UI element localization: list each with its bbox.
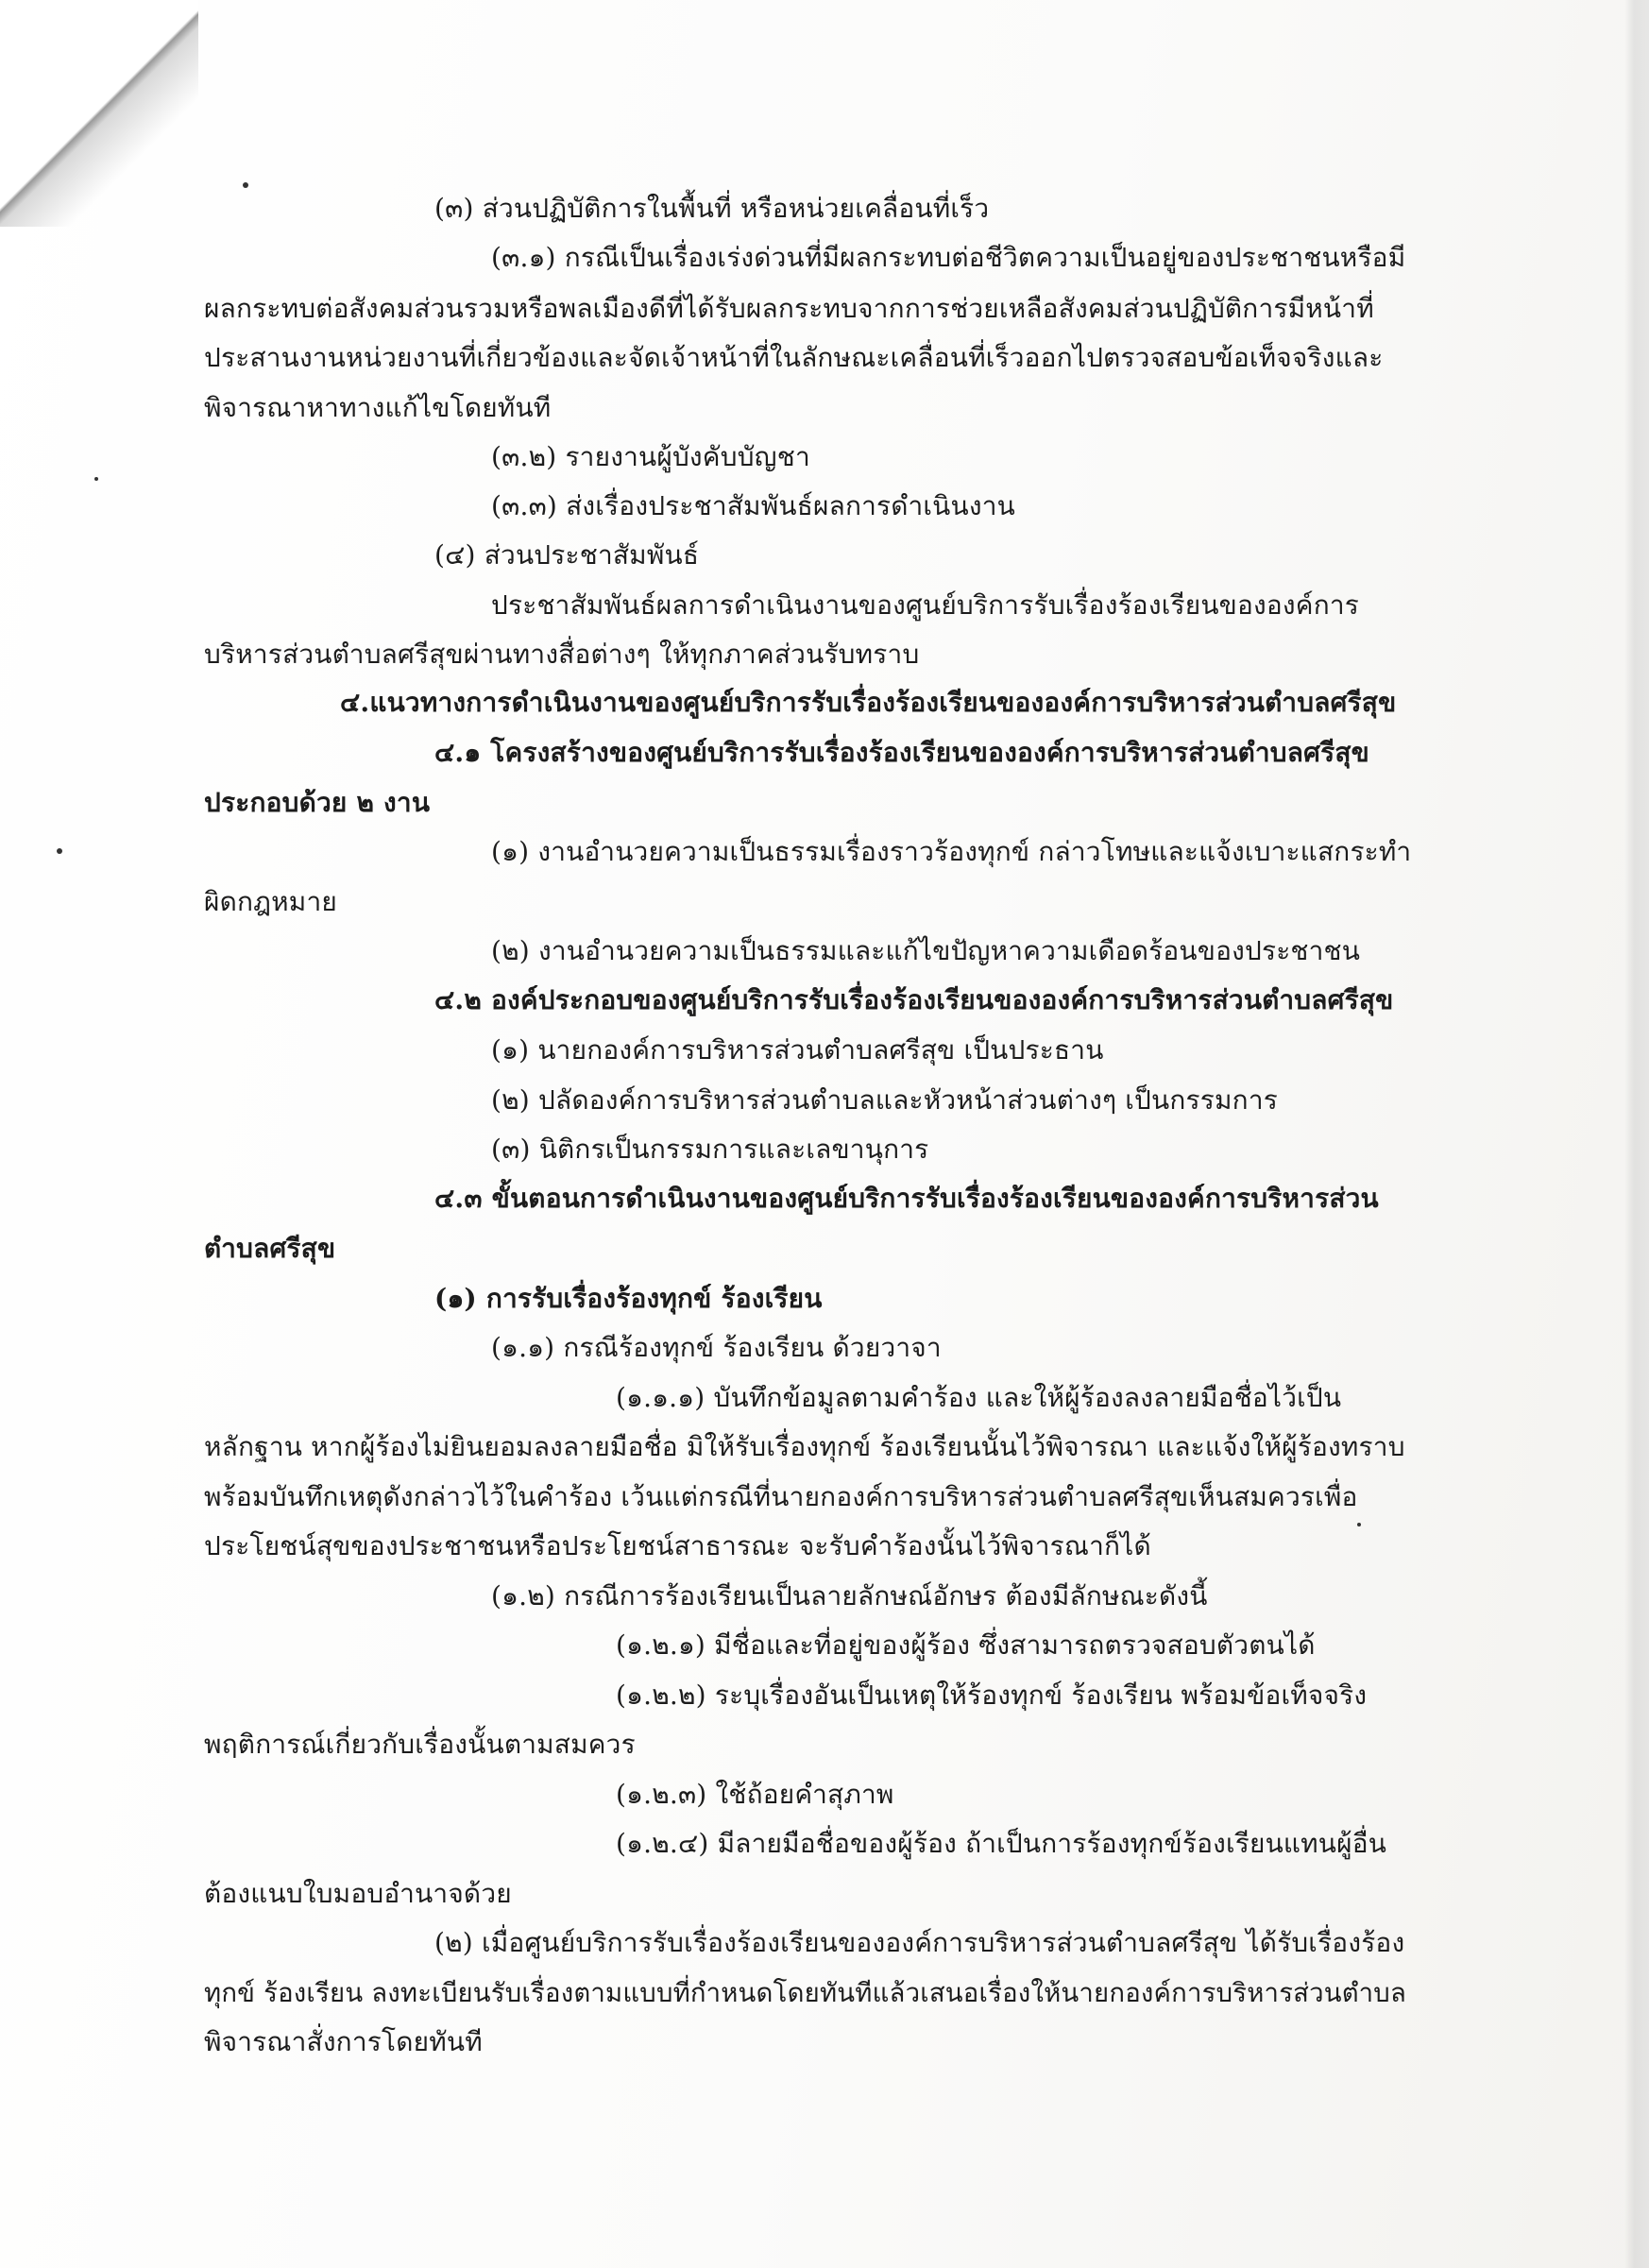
folded-corner <box>0 0 198 227</box>
item-3-1-line-1: (๓.๑) กรณีเป็นเรื่องเร่งด่วนที่มีผลกระทบต่อชีวิตความเป็นอยู่ของประชาชนหรือมี <box>491 242 1406 273</box>
item-1-2: (๑.๒) กรณีการร้องเรียนเป็นลายลักษณ์อักษร ต้องมีลักษณะดังนี้ <box>491 1580 1208 1611</box>
item-1-1-1-line-2: หลักฐาน หากผู้ร้องไม่ยินยอมลงลายมือชื่อ มิให้รับเรื่องทุกข์ ร้องเรียนนั้นไว้พิจารณา และแจ้งให้ผู้ร้องทราบ <box>204 1431 1405 1462</box>
guideline-heading: ๔.แนวทางการดำเนินงานของศูนย์บริการรับเรื่องร้องเรียนขององค์การบริหารส่วนตำบลศรีสุข <box>340 687 1397 718</box>
section-3-heading: (๓) ส่วนปฏิบัติการในพื้นที่ หรือหน่วยเคลื่อนที่เร็ว <box>434 193 990 224</box>
item-1-2-2-line-2: พฤติการณ์เกี่ยวกับเรื่องนั้นตามสมควร <box>204 1729 636 1760</box>
item-1-2-1: (๑.๒.๑) มีชื่อและที่อยู่ของผู้ร้อง ซึ่งสามารถตรวจสอบตัวตนได้ <box>616 1629 1316 1661</box>
item-3-1-line-3: ประสานงานหน่วยงานที่เกี่ยวข้องและจัดเจ้าหน้าที่ในลักษณะเคลื่อนที่เร็วออกไปตรวจสอบข้อเท็จจริงและ <box>204 342 1384 373</box>
item-4-2-2: (๒) ปลัดองค์การบริหารส่วนตำบลและหัวหน้าส่วนต่างๆ เป็นกรรมการ <box>491 1084 1278 1116</box>
heading-4-2: ๔.๒ องค์ประกอบของศูนย์บริการรับเรื่องร้องเรียนขององค์การบริหารส่วนตำบลศรีสุข <box>434 984 1394 1015</box>
item-1-1-1-line-4: ประโยชน์สุขของประชาชนหรือประโยชน์สาธารณะ จะรับคำร้องนั้นไว้พิจารณาก็ได้ <box>204 1530 1151 1561</box>
page-edge-shadow <box>1624 0 1649 2268</box>
item-4-1-1-line-2: ผิดกฎหมาย <box>204 886 337 917</box>
section-4-heading: (๔) ส่วนประชาสัมพันธ์ <box>434 539 700 571</box>
heading-4-3-line-1: ๔.๓ ขั้นตอนการดำเนินงานของศูนย์บริการรับเรื่องร้องเรียนขององค์การบริหารส่วน <box>434 1183 1379 1214</box>
step-2-line-2: ทุกข์ ร้องเรียน ลงทะเบียนรับเรื่องตามแบบที่กำหนดโดยทันทีแล้วเสนอเรื่องให้นายกองค์การบริหารส่วนตำบล <box>204 1978 1407 2008</box>
item-4-1-2: (๒) งานอำนวยความเป็นธรรมและแก้ไขปัญหาความเดือดร้อนของประชาชน <box>491 935 1361 966</box>
item-3-1-line-4: พิจารณาหาทางแก้ไขโดยทันที <box>204 392 552 423</box>
heading-4-1-line-1: ๔.๑ โครงสร้างของศูนย์บริการรับเรื่องร้องเรียนขององค์การบริหารส่วนตำบลศรีสุข <box>434 737 1369 768</box>
item-4-2-1: (๑) นายกองค์การบริหารส่วนตำบลศรีสุข เป็นประธาน <box>491 1034 1104 1066</box>
item-3-2: (๓.๒) รายงานผู้บังคับบัญชา <box>491 441 810 472</box>
step-2-line-1: (๒) เมื่อศูนย์บริการรับเรื่องร้องเรียนขององค์การบริหารส่วนตำบลศรีสุข ได้รับเรื่องร้อง <box>434 1927 1405 1958</box>
item-4-1-1-line-1: (๑) งานอำนวยความเป็นธรรมเรื่องราวร้องทุกข์ กล่าวโทษและแจ้งเบาะแสกระทำ <box>491 836 1412 867</box>
item-1-2-3: (๑.๒.๓) ใช้ถ้อยคำสุภาพ <box>616 1779 894 1810</box>
heading-4-1-line-2: ประกอบด้วย ๒ งาน <box>204 787 431 818</box>
item-1-2-2-line-1: (๑.๒.๒) ระบุเรื่องอันเป็นเหตุให้ร้องทุกข์ ร้องเรียน พร้อมข้อเท็จจริง <box>616 1680 1368 1711</box>
scan-speck <box>1357 1523 1361 1526</box>
heading-4-3-line-2: ตำบลศรีสุข <box>204 1233 336 1264</box>
item-4-2-3: (๓) นิติกรเป็นกรรมการและเลขานุการ <box>491 1134 929 1165</box>
item-1-2-4-line-1: (๑.๒.๔) มีลายมือชื่อของผู้ร้อง ถ้าเป็นการร้องทุกข์ร้องเรียนแทนผู้อื่น <box>616 1828 1387 1859</box>
item-1-1: (๑.๑) กรณีร้องทุกข์ ร้องเรียน ด้วยวาจา <box>491 1332 942 1363</box>
item-1-2-4-line-2: ต้องแนบใบมอบอำนาจด้วย <box>204 1878 512 1909</box>
item-3-3: (๓.๓) ส่งเรื่องประชาสัมพันธ์ผลการดำเนินงาน <box>491 490 1015 521</box>
item-1-1-1-line-1: (๑.๑.๑) บันทึกข้อมูลตามคำร้อง และให้ผู้ร้องลงลายมือชื่อไว้เป็น <box>616 1382 1342 1413</box>
item-1-1-1-line-3: พร้อมบันทึกเหตุดังกล่าวไว้ในคำร้อง เว้นแต่กรณีที่นายกองค์การบริหารส่วนตำบลศรีสุขเห็นสมควรเพื่อ <box>204 1481 1358 1512</box>
step-1-heading: (๑) การรับเรื่องร้องทุกข์ ร้องเรียน <box>434 1283 823 1314</box>
scan-speck <box>94 477 98 481</box>
item-3-1-line-2: ผลกระทบต่อสังคมส่วนรวมหรือพลเมืองดีที่ได้รับผลกระทบจากการช่วยเหลือสังคมส่วนปฏิบัติการมีหน้าที่ <box>204 293 1374 324</box>
pr-text-line-2: บริหารส่วนตำบลศรีสุขผ่านทางสื่อต่างๆ ให้ทุกภาคส่วนรับทราบ <box>204 639 920 670</box>
scan-speck <box>57 848 62 854</box>
pr-text-line-1: ประชาสัมพันธ์ผลการดำเนินงานของศูนย์บริการรับเรื่องร้องเรียนขององค์การ <box>491 589 1360 621</box>
step-2-line-3: พิจารณาสั่งการโดยทันที <box>204 2026 483 2057</box>
scan-speck <box>243 182 248 188</box>
